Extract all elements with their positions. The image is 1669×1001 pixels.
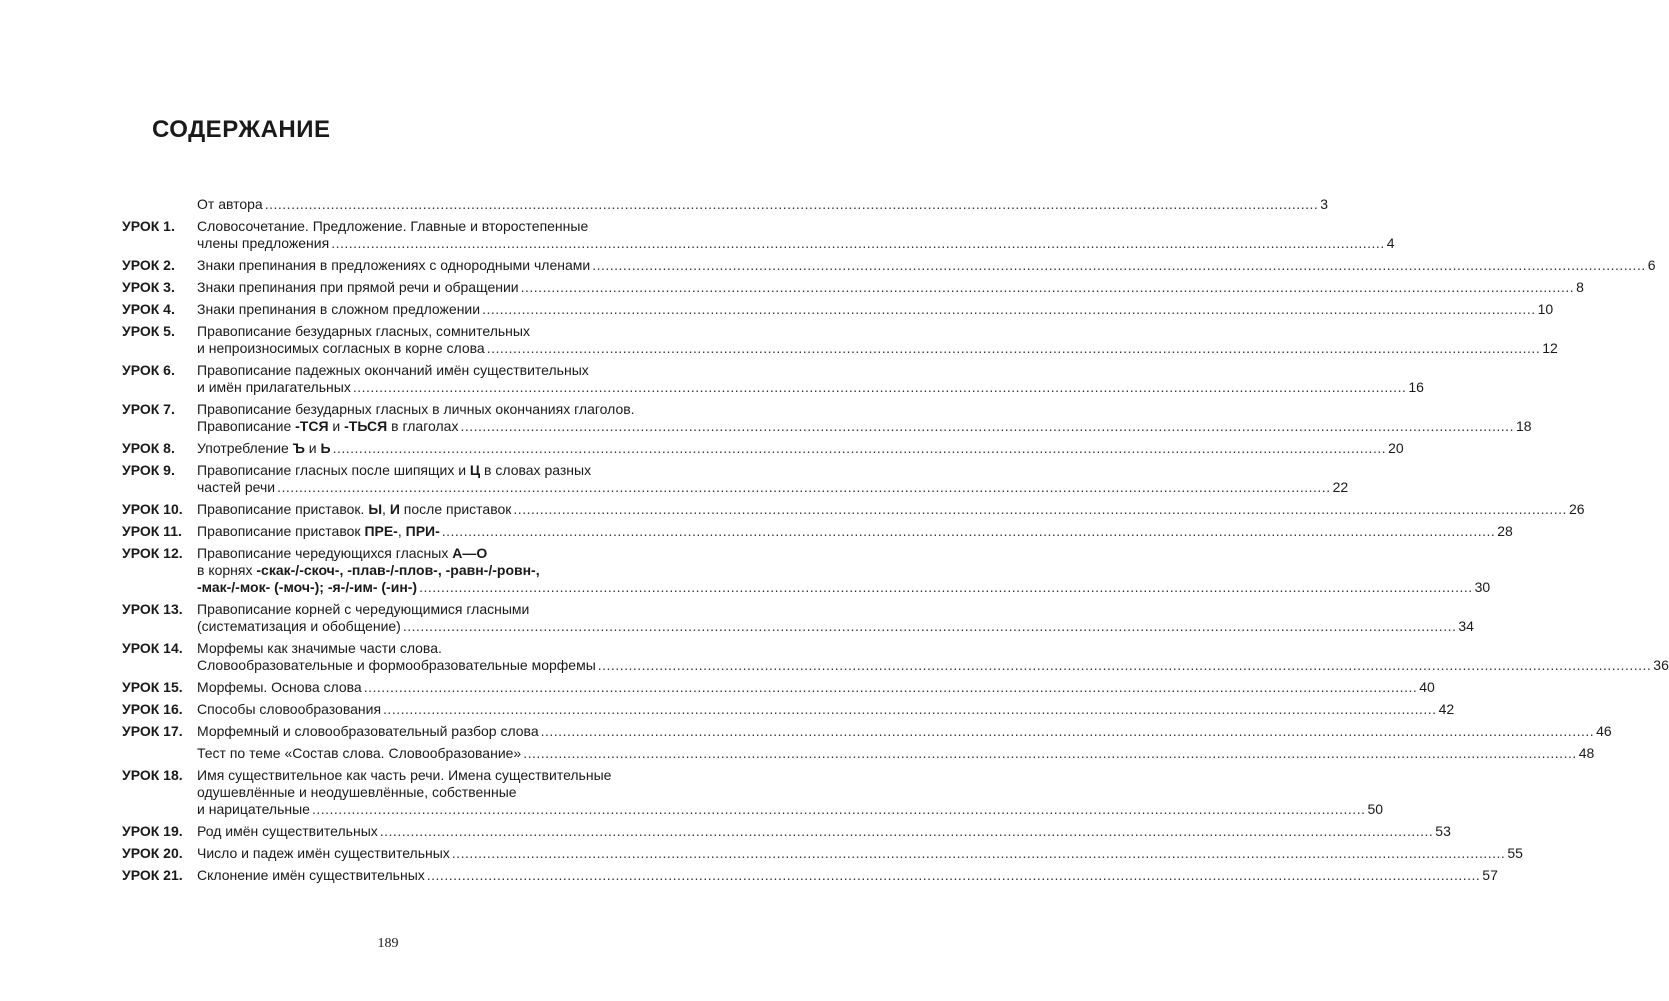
toc-leader: ................................................................................................................................................................................................................................................ (402, 618, 1457, 634)
toc-title: Правописание падежных окончаний имён существительных (197, 362, 589, 378)
toc-page: 26 (1568, 501, 1585, 517)
toc-leader: ................................................................................................................................................................................................................................................ (523, 745, 1577, 761)
page-number: 189 (377, 936, 399, 951)
toc-leader: ................................................................................................................................................................................................................................................ (597, 657, 1652, 673)
toc-entry-lesson-6[interactable] (122, 362, 1424, 396)
toc-leader: ................................................................................................................................................................................................................................................ (460, 418, 1514, 434)
toc-title: Знаки препинания в предложениях с однородными членами (197, 257, 591, 273)
toc-title-cont: и нарицательные (197, 801, 310, 817)
toc-label: УРОК 8. (122, 440, 175, 456)
toc-title-cont: члены предложения (197, 235, 330, 251)
toc-label: УРОК 20. (122, 845, 183, 861)
toc-entry-lesson-8[interactable] (122, 440, 1404, 457)
toc-entry-lesson-18[interactable] (122, 767, 1384, 818)
toc-page: 3 (1320, 196, 1329, 212)
toc-leader: ................................................................................................................................................................................................................................................ (264, 196, 1319, 212)
toc-label: УРОК 4. (122, 301, 175, 317)
toc-leader: ................................................................................................................................................................................................................................................ (513, 501, 1567, 517)
toc-page: 50 (1367, 801, 1384, 817)
toc-title: Способы словообразования (197, 701, 382, 717)
toc-title: Знаки препинания в сложном предложении (197, 301, 481, 317)
toc-label: УРОК 1. (122, 218, 175, 234)
toc-entry-lesson-10[interactable] (122, 501, 1585, 518)
toc-page: 46 (1596, 723, 1612, 739)
toc-title: Знаки препинания при прямой речи и обращении (197, 279, 519, 295)
toc-title: Тест по теме «Состав слова. Словообразование» (197, 745, 522, 761)
toc-label: УРОК 13. (122, 601, 183, 617)
toc-title: Морфемный и словообразовательный разбор слова (197, 723, 539, 739)
toc-page: 36 (1653, 657, 1669, 673)
toc-title: Морфемы. Основа слова (197, 679, 362, 695)
toc-label: УРОК 11. (122, 523, 182, 539)
toc-title: Род имён существительных (197, 823, 378, 839)
toc-page: 8 (1576, 279, 1584, 295)
toc-leader: ................................................................................................................................................................................................................................................ (451, 845, 1506, 861)
toc-page: 48 (1578, 745, 1595, 761)
toc-entry-lesson-13[interactable] (122, 601, 1474, 635)
toc-entry-lesson-9[interactable] (122, 462, 1349, 496)
toc-title: Правописание безударных гласных в личных окончаниях глаголов. (197, 401, 635, 417)
toc-entry-lesson-17[interactable] (122, 723, 1612, 740)
toc-label: УРОК 6. (122, 362, 175, 378)
toc-leader: ................................................................................................................................................................................................................................................ (331, 235, 1385, 251)
toc-leader: ................................................................................................................................................................................................................................................ (332, 440, 1387, 456)
toc-title-cont: одушевлённые и неодушевлённые, собственные (197, 784, 517, 800)
toc-label: УРОК 19. (122, 823, 183, 839)
toc-title-cont: и имён прилагательных (197, 379, 351, 395)
toc-leader: ................................................................................................................................................................................................................................................ (592, 257, 1646, 273)
toc-leader: ................................................................................................................................................................................................................................................ (363, 679, 1418, 695)
toc-label: УРОК 16. (122, 701, 183, 717)
toc-page: 34 (1458, 618, 1474, 634)
toc-title: От автора (197, 196, 263, 212)
toc-title: Правописание безударных гласных, сомнительных (197, 323, 530, 339)
toc-title-cont: -мак-/-мок- (-моч-); -я-/-им- (-ин-) (197, 579, 418, 595)
toc-page: 28 (1497, 523, 1513, 539)
toc-entry-lesson-16[interactable] (122, 701, 1455, 718)
toc-page: 40 (1419, 679, 1435, 695)
toc-page: 22 (1332, 479, 1349, 495)
toc-leader: ................................................................................................................................................................................................................................................ (379, 823, 1434, 839)
toc-label: УРОК 14. (122, 640, 183, 656)
toc-page: 12 (1542, 340, 1558, 356)
toc-page: 10 (1537, 301, 1554, 317)
toc-entry-lesson-11[interactable] (122, 523, 1513, 540)
toc-title: Морфемы как значимые части слова. (197, 640, 442, 656)
toc-title-cont: в корнях -скак-/-скоч-, -плав-/-плов-, -равн-/-ровн-, (197, 562, 540, 578)
toc-leader: ................................................................................................................................................................................................................................................ (482, 301, 1536, 317)
page-title: СОДЕРЖАНИЕ (152, 116, 331, 143)
toc-entry-lesson-3[interactable] (122, 279, 1584, 296)
toc-title: Правописание приставок ПРЕ-, ПРИ- (197, 523, 440, 539)
toc-title-cont: частей речи (197, 479, 276, 495)
toc-entry-lesson-2[interactable] (122, 257, 1656, 274)
toc-page: 57 (1482, 867, 1498, 883)
toc-entry-lesson-21[interactable] (122, 867, 1498, 884)
toc-title-cont: Правописание -ТСЯ и -ТЬСЯ в глаголах (197, 418, 459, 434)
toc-entry-author[interactable] (122, 196, 1329, 213)
toc-label: УРОК 3. (122, 279, 175, 295)
toc-label: УРОК 7. (122, 401, 175, 417)
toc-label: УРОК 12. (122, 545, 183, 561)
toc-leader: ................................................................................................................................................................................................................................................ (540, 723, 1595, 739)
toc-title: Склонение имён существительных (197, 867, 425, 883)
toc-leader: ................................................................................................................................................................................................................................................ (486, 340, 1541, 356)
toc-page: 16 (1408, 379, 1424, 395)
toc-title: Словосочетание. Предложение. Главные и второстепенные (197, 218, 589, 234)
toc-label: УРОК 2. (122, 257, 175, 273)
toc-entry-lesson-7[interactable] (122, 401, 1532, 435)
toc-page: 53 (1435, 823, 1451, 839)
toc-title: Правописание корней с чередующимися гласными (197, 601, 530, 617)
toc-leader: ................................................................................................................................................................................................................................................ (352, 379, 1407, 395)
toc-page: 55 (1507, 845, 1523, 861)
toc-title-cont: и непроизносимых согласных в корне слова (197, 340, 485, 356)
toc-title-cont: (систематизация и обобщение) (197, 618, 401, 634)
toc-page: 42 (1438, 701, 1455, 717)
toc-title: Число и падеж имён существительных (197, 845, 450, 861)
toc-entry-lesson-14[interactable] (122, 640, 1669, 674)
toc-leader: ................................................................................................................................................................................................................................................ (419, 579, 1473, 595)
toc-leader: ................................................................................................................................................................................................................................................ (277, 479, 1331, 495)
toc-entry-lesson-19[interactable] (122, 823, 1451, 840)
toc-page: 30 (1474, 579, 1491, 595)
toc-leader: ................................................................................................................................................................................................................................................ (311, 801, 1366, 817)
toc-entry-lesson-1[interactable] (122, 218, 1395, 252)
toc-label: УРОК 5. (122, 323, 175, 339)
toc-page: 18 (1515, 418, 1532, 434)
toc-entry-lesson-12[interactable] (122, 545, 1491, 596)
toc-leader: ................................................................................................................................................................................................................................................ (426, 867, 1481, 883)
toc-label: УРОК 15. (122, 679, 183, 695)
toc-label: УРОК 17. (122, 723, 183, 739)
toc-title: Употребление Ъ и Ь (197, 440, 331, 456)
toc-entry-lesson-20[interactable] (122, 845, 1523, 862)
toc-label: УРОК 18. (122, 767, 183, 783)
toc-entry-lesson-5[interactable] (122, 323, 1558, 357)
table-of-contents (122, 196, 1669, 884)
toc-leader: ................................................................................................................................................................................................................................................ (520, 279, 1575, 295)
toc-label: УРОК 21. (122, 867, 183, 883)
toc-entry-lesson-4[interactable] (122, 301, 1554, 318)
toc-leader: ................................................................................................................................................................................................................................................ (441, 523, 1496, 539)
toc-title: Имя существительное как часть речи. Имена существительные (197, 767, 612, 783)
toc-page: 20 (1388, 440, 1404, 456)
toc-title: Правописание приставок. Ы, И после приставок (197, 501, 512, 517)
toc-label: УРОК 9. (122, 462, 175, 478)
toc-entry-lesson-15[interactable] (122, 679, 1435, 696)
toc-leader: ................................................................................................................................................................................................................................................ (383, 701, 1437, 717)
toc-entry-test[interactable] (122, 745, 1595, 762)
toc-label: УРОК 10. (122, 501, 183, 517)
toc-title: Правописание гласных после шипящих и Ц в словах разных (197, 462, 592, 478)
toc-title-cont: Словообразовательные и формообразовательные морфемы (197, 657, 596, 673)
toc-page: 6 (1647, 257, 1656, 273)
toc-page: 4 (1386, 235, 1395, 251)
toc-title: Правописание чередующихся гласных А—О (197, 545, 488, 561)
